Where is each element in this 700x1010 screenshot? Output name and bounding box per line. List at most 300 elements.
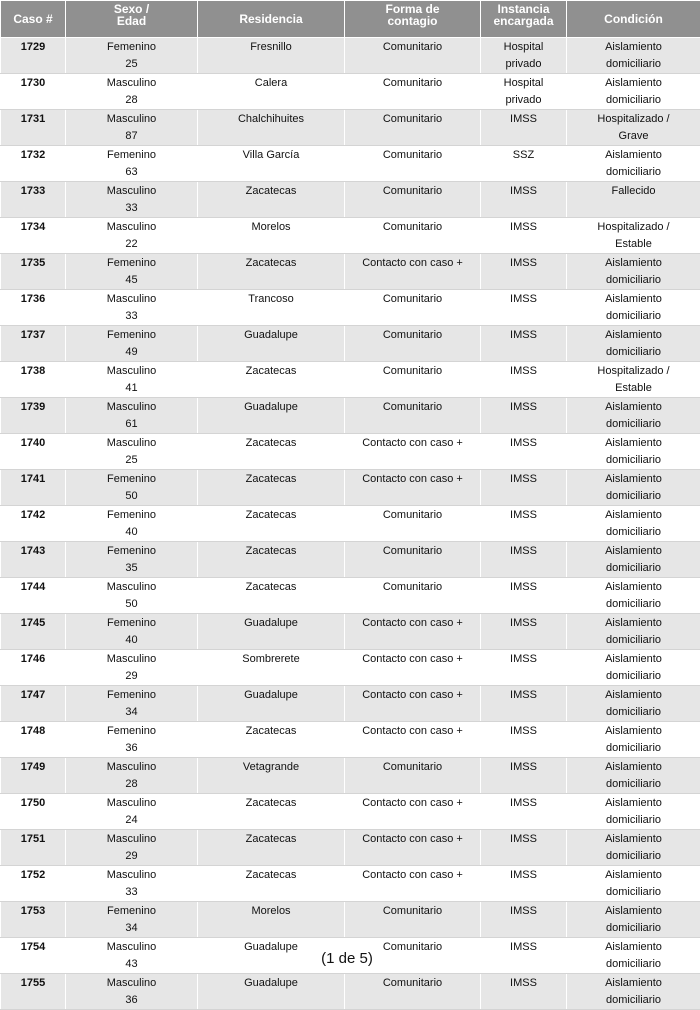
contagion-cell [345, 686, 481, 722]
header-caso [1, 1, 66, 38]
condition-cell [567, 146, 700, 182]
case-number: 1731 [3, 111, 63, 128]
table-row [1, 326, 700, 362]
institution-line-2: privado [483, 56, 564, 73]
institution-line-1: SSZ [483, 147, 564, 164]
condition-line-1: Aislamiento [569, 867, 698, 884]
contagion-value: Comunitario [347, 579, 478, 596]
contagion-value: Contacto con caso + [347, 435, 478, 452]
header-sexo-edad-line-1: Sexo / [68, 3, 195, 15]
case-number: 1740 [3, 435, 63, 452]
header-instancia-line-2: encargada [483, 15, 564, 27]
case-number-cell [1, 362, 66, 398]
age-value: 35 [68, 560, 195, 577]
contagion-cell [345, 434, 481, 470]
condition-line-1: Hospitalizado / [569, 219, 698, 236]
contagion-value: Comunitario [347, 291, 478, 308]
contagion-cell [345, 146, 481, 182]
condition-line-2: domiciliario [569, 416, 698, 433]
institution-line-1: IMSS [483, 975, 564, 992]
condition-line-2: domiciliario [569, 344, 698, 361]
case-number: 1746 [3, 651, 63, 668]
sex-value: Masculino [68, 795, 195, 812]
age-value: 29 [68, 848, 195, 865]
case-number-cell [1, 38, 66, 74]
residence-value: Guadalupe [200, 399, 342, 416]
residence-cell [198, 290, 345, 326]
case-number: 1737 [3, 327, 63, 344]
residence-cell [198, 722, 345, 758]
residence-cell [198, 254, 345, 290]
condition-line-2: domiciliario [569, 884, 698, 901]
contagion-cell [345, 722, 481, 758]
residence-cell [198, 686, 345, 722]
header-forma-contagio-line-2: contagio [347, 15, 478, 27]
institution-cell [481, 470, 567, 506]
age-value: 61 [68, 416, 195, 433]
institution-line-1: IMSS [483, 831, 564, 848]
residence-cell [198, 578, 345, 614]
institution-line-1: IMSS [483, 543, 564, 560]
sex-age-cell [66, 794, 198, 830]
sex-age-cell [66, 110, 198, 146]
age-value: 33 [68, 884, 195, 901]
contagion-value: Comunitario [347, 939, 478, 956]
condition-line-2: domiciliario [569, 92, 698, 109]
age-value: 36 [68, 992, 195, 1009]
condition-line-2: domiciliario [569, 560, 698, 577]
header-instancia [481, 1, 567, 38]
residence-value: Villa García [200, 147, 342, 164]
sex-value: Femenino [68, 39, 195, 56]
contagion-cell [345, 218, 481, 254]
case-number: 1748 [3, 723, 63, 740]
condition-line-1: Aislamiento [569, 39, 698, 56]
case-number: 1732 [3, 147, 63, 164]
contagion-value: Contacto con caso + [347, 795, 478, 812]
institution-line-1: IMSS [483, 579, 564, 596]
residence-cell [198, 74, 345, 110]
condition-line-2: domiciliario [569, 308, 698, 325]
condition-line-2: Estable [569, 236, 698, 253]
age-value: 34 [68, 920, 195, 937]
condition-cell [567, 182, 700, 218]
condition-cell [567, 470, 700, 506]
case-number-cell [1, 650, 66, 686]
contagion-value: Contacto con caso + [347, 723, 478, 740]
institution-cell [481, 290, 567, 326]
institution-cell [481, 866, 567, 902]
sex-value: Masculino [68, 183, 195, 200]
condition-line-1: Aislamiento [569, 507, 698, 524]
table-row [1, 974, 700, 1010]
condition-line-2: Grave [569, 128, 698, 145]
residence-cell [198, 542, 345, 578]
residence-value: Zacatecas [200, 363, 342, 380]
header-residencia-label: Residencia [200, 13, 342, 25]
table-row [1, 506, 700, 542]
condition-line-1: Aislamiento [569, 327, 698, 344]
table-row [1, 578, 700, 614]
sex-value: Masculino [68, 363, 195, 380]
institution-cell [481, 686, 567, 722]
table-header [1, 1, 700, 38]
table-row [1, 398, 700, 434]
case-number-cell [1, 938, 66, 974]
residence-cell [198, 38, 345, 74]
sex-age-cell [66, 686, 198, 722]
condition-cell [567, 38, 700, 74]
institution-cell [481, 974, 567, 1010]
sex-value: Masculino [68, 867, 195, 884]
condition-line-1: Aislamiento [569, 795, 698, 812]
contagion-value: Contacto con caso + [347, 615, 478, 632]
institution-cell [481, 578, 567, 614]
sex-value: Masculino [68, 939, 195, 956]
table-row [1, 218, 700, 254]
condition-line-2: domiciliario [569, 452, 698, 469]
institution-cell [481, 218, 567, 254]
header-residencia [198, 1, 345, 38]
table-row [1, 470, 700, 506]
residence-cell [198, 506, 345, 542]
condition-cell [567, 326, 700, 362]
institution-cell [481, 722, 567, 758]
table-row [1, 794, 700, 830]
age-value: 41 [68, 380, 195, 397]
header-caso-label: Caso # [3, 13, 63, 25]
institution-cell [481, 758, 567, 794]
contagion-cell [345, 794, 481, 830]
sex-age-cell [66, 434, 198, 470]
residence-cell [198, 182, 345, 218]
institution-line-1: IMSS [483, 939, 564, 956]
residence-value: Guadalupe [200, 939, 342, 956]
condition-line-2: domiciliario [569, 920, 698, 937]
table-row [1, 722, 700, 758]
case-number: 1736 [3, 291, 63, 308]
contagion-value: Comunitario [347, 327, 478, 344]
condition-line-1: Aislamiento [569, 723, 698, 740]
sex-value: Femenino [68, 147, 195, 164]
contagion-cell [345, 506, 481, 542]
institution-line-1: IMSS [483, 399, 564, 416]
case-number-cell [1, 758, 66, 794]
case-number-cell [1, 146, 66, 182]
case-number: 1751 [3, 831, 63, 848]
table-row [1, 146, 700, 182]
condition-line-1: Hospitalizado / [569, 111, 698, 128]
table-row [1, 110, 700, 146]
sex-age-cell [66, 614, 198, 650]
sex-age-cell [66, 650, 198, 686]
case-number-cell [1, 542, 66, 578]
institution-cell [481, 506, 567, 542]
contagion-cell [345, 290, 481, 326]
case-number-cell [1, 398, 66, 434]
case-number-cell [1, 290, 66, 326]
residence-cell [198, 398, 345, 434]
sex-value: Masculino [68, 579, 195, 596]
institution-cell [481, 254, 567, 290]
condition-line-2: domiciliario [569, 632, 698, 649]
contagion-cell [345, 74, 481, 110]
sex-value: Masculino [68, 399, 195, 416]
age-value: 25 [68, 452, 195, 469]
contagion-cell [345, 830, 481, 866]
table-row [1, 38, 700, 74]
condition-cell [567, 398, 700, 434]
case-number-cell [1, 830, 66, 866]
sex-age-cell [66, 902, 198, 938]
contagion-cell [345, 38, 481, 74]
institution-line-1: IMSS [483, 111, 564, 128]
table-row [1, 434, 700, 470]
contagion-value: Comunitario [347, 219, 478, 236]
case-number: 1749 [3, 759, 63, 776]
sex-age-cell [66, 218, 198, 254]
residence-cell [198, 902, 345, 938]
condition-line-1: Aislamiento [569, 291, 698, 308]
institution-line-1: IMSS [483, 687, 564, 704]
table-row [1, 758, 700, 794]
residence-cell [198, 830, 345, 866]
condition-cell [567, 506, 700, 542]
age-value: 33 [68, 308, 195, 325]
residence-value: Zacatecas [200, 723, 342, 740]
residence-value: Fresnillo [200, 39, 342, 56]
page-indicator: (1 de 5) [312, 950, 382, 968]
contagion-cell [345, 362, 481, 398]
case-number: 1743 [3, 543, 63, 560]
condition-line-2: domiciliario [569, 740, 698, 757]
age-value: 28 [68, 92, 195, 109]
residence-value: Calera [200, 75, 342, 92]
condition-cell [567, 614, 700, 650]
age-value: 63 [68, 164, 195, 181]
sex-age-cell [66, 38, 198, 74]
institution-line-1: Hospital [483, 75, 564, 92]
residence-cell [198, 650, 345, 686]
contagion-cell [345, 398, 481, 434]
table-row [1, 830, 700, 866]
institution-cell [481, 182, 567, 218]
age-value: 50 [68, 596, 195, 613]
contagion-value: Contacto con caso + [347, 831, 478, 848]
sex-age-cell [66, 974, 198, 1010]
case-number-cell [1, 506, 66, 542]
contagion-value: Contacto con caso + [347, 867, 478, 884]
sex-age-cell [66, 722, 198, 758]
condition-line-2: domiciliario [569, 848, 698, 865]
case-number: 1742 [3, 507, 63, 524]
table-row [1, 290, 700, 326]
sex-value: Femenino [68, 903, 195, 920]
table-body [1, 38, 700, 1010]
case-number-cell [1, 578, 66, 614]
condition-line-1: Aislamiento [569, 75, 698, 92]
condition-cell [567, 830, 700, 866]
condition-line-2: domiciliario [569, 812, 698, 829]
institution-line-1: IMSS [483, 291, 564, 308]
residence-cell [198, 110, 345, 146]
condition-cell [567, 218, 700, 254]
contagion-value: Comunitario [347, 75, 478, 92]
sex-value: Masculino [68, 219, 195, 236]
case-number-cell [1, 254, 66, 290]
table-row [1, 74, 700, 110]
case-number-cell [1, 902, 66, 938]
case-number: 1733 [3, 183, 63, 200]
contagion-cell [345, 974, 481, 1010]
institution-cell [481, 650, 567, 686]
age-value: 40 [68, 632, 195, 649]
condition-line-2: domiciliario [569, 164, 698, 181]
sex-age-cell [66, 758, 198, 794]
sex-age-cell [66, 290, 198, 326]
residence-value: Vetagrande [200, 759, 342, 776]
residence-value: Zacatecas [200, 867, 342, 884]
institution-cell [481, 74, 567, 110]
sex-value: Masculino [68, 291, 195, 308]
condition-cell [567, 110, 700, 146]
institution-line-1: IMSS [483, 327, 564, 344]
contagion-value: Contacto con caso + [347, 471, 478, 488]
institution-line-1: IMSS [483, 435, 564, 452]
case-number-cell [1, 434, 66, 470]
condition-cell [567, 974, 700, 1010]
age-value: 29 [68, 668, 195, 685]
residence-value: Guadalupe [200, 615, 342, 632]
institution-line-1: IMSS [483, 219, 564, 236]
condition-line-1: Aislamiento [569, 399, 698, 416]
condition-line-2: domiciliario [569, 776, 698, 793]
contagion-value: Comunitario [347, 183, 478, 200]
header-sexo-edad-line-2: Edad [68, 15, 195, 27]
case-number: 1735 [3, 255, 63, 272]
condition-line-1: Aislamiento [569, 471, 698, 488]
contagion-cell [345, 110, 481, 146]
condition-cell [567, 542, 700, 578]
condition-cell [567, 758, 700, 794]
condition-line-1: Aislamiento [569, 543, 698, 560]
sex-age-cell [66, 182, 198, 218]
sex-value: Masculino [68, 975, 195, 992]
sex-age-cell [66, 830, 198, 866]
sex-value: Masculino [68, 75, 195, 92]
case-number: 1741 [3, 471, 63, 488]
case-number: 1747 [3, 687, 63, 704]
residence-value: Sombrerete [200, 651, 342, 668]
header-condicion-label: Condición [569, 13, 698, 25]
contagion-cell [345, 182, 481, 218]
contagion-value: Comunitario [347, 147, 478, 164]
sex-value: Femenino [68, 687, 195, 704]
institution-line-1: IMSS [483, 255, 564, 272]
contagion-cell [345, 866, 481, 902]
condition-line-1: Aislamiento [569, 831, 698, 848]
sex-value: Femenino [68, 615, 195, 632]
age-value: 36 [68, 740, 195, 757]
case-number: 1739 [3, 399, 63, 416]
residence-value: Zacatecas [200, 255, 342, 272]
condition-line-2: domiciliario [569, 488, 698, 505]
header-sexo-edad [66, 1, 198, 38]
condition-cell [567, 938, 700, 974]
contagion-value: Comunitario [347, 39, 478, 56]
age-value: 25 [68, 56, 195, 73]
condition-cell [567, 362, 700, 398]
condition-line-1: Aislamiento [569, 759, 698, 776]
case-number-cell [1, 218, 66, 254]
case-number-cell [1, 686, 66, 722]
condition-line-2: domiciliario [569, 704, 698, 721]
residence-value: Zacatecas [200, 183, 342, 200]
contagion-cell [345, 902, 481, 938]
condition-line-1: Aislamiento [569, 687, 698, 704]
sex-age-cell [66, 326, 198, 362]
contagion-value: Contacto con caso + [347, 687, 478, 704]
condition-line-2: domiciliario [569, 956, 698, 973]
sex-age-cell [66, 398, 198, 434]
contagion-value: Comunitario [347, 507, 478, 524]
age-value: 50 [68, 488, 195, 505]
contagion-value: Comunitario [347, 903, 478, 920]
contagion-value: Comunitario [347, 111, 478, 128]
case-number: 1730 [3, 75, 63, 92]
condition-line-1: Aislamiento [569, 435, 698, 452]
condition-cell [567, 722, 700, 758]
case-number: 1745 [3, 615, 63, 632]
residence-value: Zacatecas [200, 507, 342, 524]
institution-line-1: IMSS [483, 867, 564, 884]
sex-age-cell [66, 938, 198, 974]
institution-line-1: IMSS [483, 183, 564, 200]
condition-line-1: Fallecido [569, 183, 698, 200]
residence-value: Zacatecas [200, 579, 342, 596]
age-value: 28 [68, 776, 195, 793]
institution-cell [481, 38, 567, 74]
residence-cell [198, 758, 345, 794]
institution-line-1: Hospital [483, 39, 564, 56]
case-number-cell [1, 110, 66, 146]
condition-line-1: Hospitalizado / [569, 363, 698, 380]
residence-value: Trancoso [200, 291, 342, 308]
residence-cell [198, 362, 345, 398]
sex-age-cell [66, 578, 198, 614]
case-number: 1738 [3, 363, 63, 380]
contagion-cell [345, 254, 481, 290]
institution-cell [481, 326, 567, 362]
institution-line-1: IMSS [483, 471, 564, 488]
sex-age-cell [66, 254, 198, 290]
residence-value: Zacatecas [200, 795, 342, 812]
institution-line-1: IMSS [483, 651, 564, 668]
condition-cell [567, 578, 700, 614]
case-number-cell [1, 470, 66, 506]
residence-value: Morelos [200, 903, 342, 920]
residence-cell [198, 614, 345, 650]
condition-line-2: Estable [569, 380, 698, 397]
sex-age-cell [66, 362, 198, 398]
sex-value: Femenino [68, 543, 195, 560]
residence-cell [198, 866, 345, 902]
condition-line-2: domiciliario [569, 992, 698, 1009]
condition-cell [567, 686, 700, 722]
residence-value: Guadalupe [200, 327, 342, 344]
header-row [1, 1, 700, 38]
sex-age-cell [66, 74, 198, 110]
